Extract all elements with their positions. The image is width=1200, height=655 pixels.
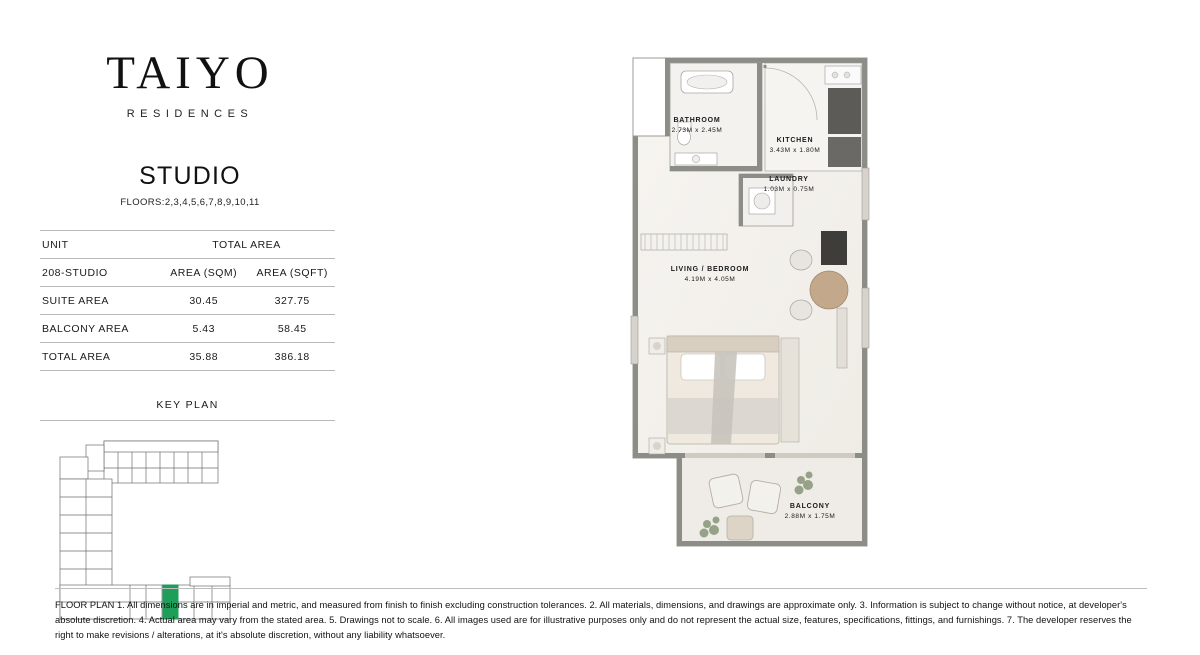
floor-plan-drawing	[615, 38, 895, 558]
table-row	[40, 287, 335, 315]
room-name: BALCONY	[789, 503, 831, 510]
room-dims: 1.03M x 0.75M	[763, 186, 815, 194]
room-label-laundry	[741, 175, 837, 195]
table-row	[40, 343, 335, 371]
brand-logo	[40, 40, 340, 120]
room-label-balcony	[755, 502, 865, 522]
room-name: KITCHEN	[776, 137, 814, 144]
footer-text: FLOOR PLAN 1. All dimensions are in imperial and metric, and measured from finish to finish excluding construction tolerances. 2. All materials, dimensions, and drawings are approximate only. 3. Information is subject to change without notice, at developer's absolute discretion. 4. Actual area may vary from the stated area. 5. Drawings not to scale. 6. All images used are for illustrative purposes only and do not represent the actual size, features, specifications, fittings, and furnishings. 7. The developer reserves the right to make revisions / alterations, at it's absolute discretion, without any liability whatsoever.	[55, 600, 1132, 641]
key-plan-title: KEY PLAN	[40, 399, 335, 421]
unit-type-title: STUDIO	[139, 162, 241, 190]
row-sqm: 35.88	[158, 343, 249, 371]
subheader-sqft: AREA (SQFT)	[249, 259, 335, 287]
room-label-living-bedroom	[625, 265, 795, 285]
row-sqm: 5.43	[158, 315, 249, 343]
subheader-sqm: AREA (SQM)	[158, 259, 249, 287]
footer-divider	[55, 588, 1147, 589]
room-name: LAUNDRY	[769, 176, 809, 183]
brand-subtitle: RESIDENCES	[126, 108, 254, 120]
row-label: SUITE AREA	[40, 287, 158, 315]
brand-name: TAIYO	[106, 47, 274, 99]
row-sqft: 386.18	[249, 343, 335, 371]
header-unit: UNIT	[40, 231, 158, 259]
room-label-kitchen	[740, 136, 850, 156]
room-name: LIVING / BEDROOM	[670, 266, 750, 273]
table-subheader-row	[40, 259, 335, 287]
floors-label: FLOORS:2,3,4,5,6,7,8,9,10,11	[120, 197, 260, 208]
room-label-bathroom	[637, 116, 757, 136]
subheader-unit-name: 208-STUDIO	[40, 259, 158, 287]
table-header-row	[40, 231, 335, 259]
row-label: TOTAL AREA	[40, 343, 158, 371]
room-dims: 2.73M x 2.45M	[671, 127, 723, 135]
row-label: BALCONY AREA	[40, 315, 158, 343]
footer-disclaimer	[55, 588, 1147, 643]
room-dims: 3.43M x 1.80M	[769, 147, 821, 155]
room-dims: 4.19M x 4.05M	[684, 276, 736, 284]
table-row	[40, 315, 335, 343]
header-total-area: TOTAL AREA	[158, 231, 335, 259]
room-name: BATHROOM	[673, 117, 721, 124]
row-sqft: 58.45	[249, 315, 335, 343]
area-table	[40, 230, 335, 371]
left-info-panel	[40, 40, 340, 640]
row-sqft: 327.75	[249, 287, 335, 315]
room-dims: 2.88M x 1.75M	[784, 513, 836, 521]
row-sqm: 30.45	[158, 287, 249, 315]
